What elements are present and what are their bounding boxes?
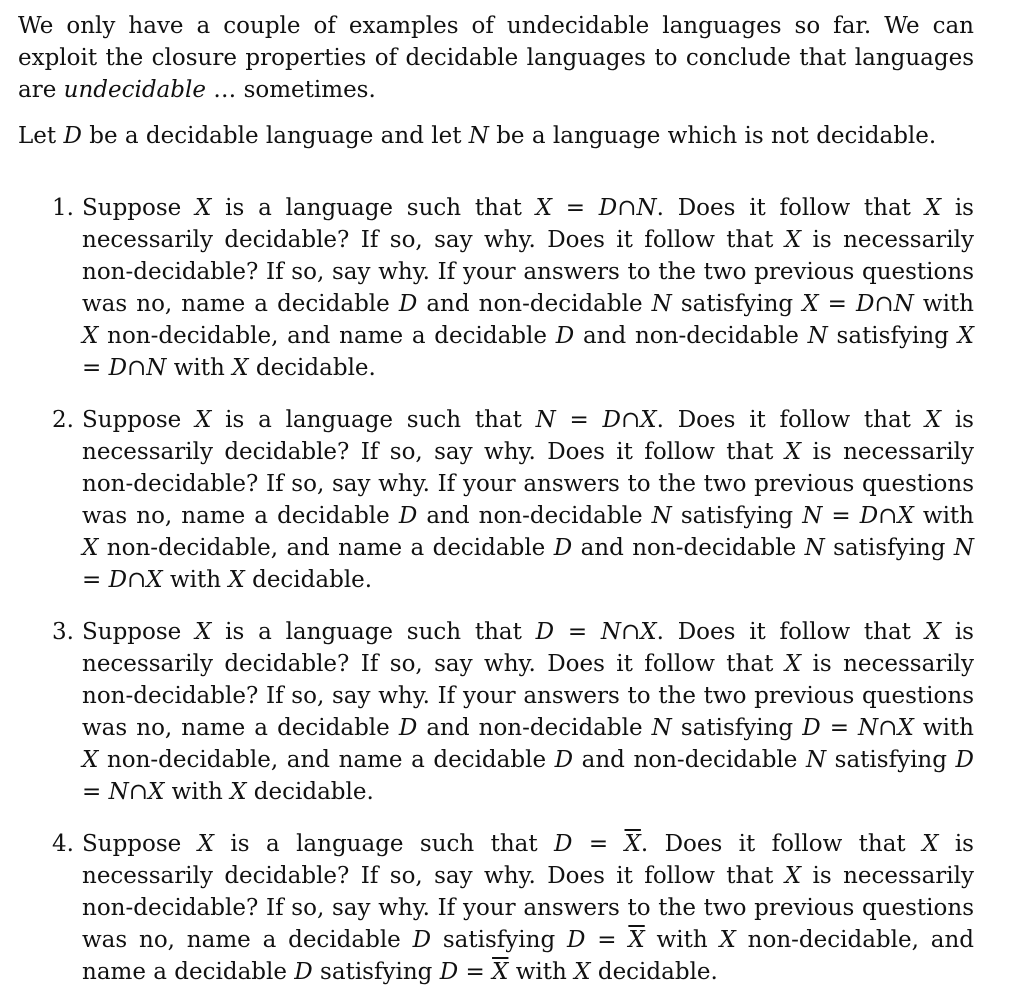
exercise-list	[18, 192, 974, 988]
equation-left: D =	[554, 831, 625, 857]
var-n: N	[468, 123, 489, 149]
var-n: N	[651, 715, 672, 741]
item-text: with	[644, 927, 720, 953]
equation: N = D∩X	[82, 535, 974, 593]
var-d: D	[553, 535, 573, 561]
var-x: X	[574, 959, 591, 985]
complement-x: $\overline{X}$	[628, 927, 645, 953]
var-x: X	[232, 355, 249, 381]
item-text: with	[913, 503, 974, 529]
var-x: X	[230, 779, 247, 805]
item-text: satisfying	[671, 291, 803, 317]
item-text: . Does it follow that	[640, 831, 923, 857]
item-text: decidable.	[590, 959, 718, 985]
item-text: satisfying	[312, 959, 440, 985]
var-x: X	[719, 927, 736, 953]
item-text: is necessarily decidable? If so, say why. Does it follow that	[82, 619, 974, 677]
var-x: X	[82, 323, 99, 349]
item-text: is necessarily decidable? If so, say why. Does it follow that	[82, 831, 974, 889]
var-x: X	[784, 439, 802, 465]
item-number: 4.	[52, 831, 74, 857]
var-x: X	[228, 567, 245, 593]
var-x: X	[195, 195, 212, 221]
item-text: Suppose	[82, 407, 196, 433]
item-text: with	[913, 715, 974, 741]
var-n: N	[805, 747, 827, 773]
item-text: decidable.	[244, 567, 373, 593]
equation: D = N∩X	[82, 747, 974, 805]
item-text: is necessarily decidable? If so, say why. Does it follow that	[82, 195, 974, 253]
var-d: D	[63, 123, 82, 149]
var-d: D	[398, 503, 418, 529]
item-text: non-decidable, and name a decidable	[98, 747, 555, 773]
item-text: with	[164, 779, 231, 805]
var-x: X	[784, 651, 802, 677]
var-x: X	[195, 407, 212, 433]
var-d: D	[554, 747, 574, 773]
complement-x: $\overline{X}$	[492, 959, 509, 985]
var-d: D	[398, 291, 418, 317]
item-text: satisfying	[824, 535, 954, 561]
equation: X = D∩N	[535, 195, 657, 221]
definitions-paragraph	[18, 120, 974, 152]
item-text: is necessarily decidable? If so, say why. Does it follow that	[82, 407, 974, 465]
item-text: decidable.	[246, 779, 374, 805]
item-text: is necessarily non-decidable? If so, say why. If your answers to the two previous questions was no, name a decidable	[82, 651, 975, 741]
item-text: is a language such that	[211, 195, 536, 221]
item-text: non-decidable, and name a decidable	[98, 535, 554, 561]
item-text: is a language such that	[211, 407, 536, 433]
intro-text: We only have a couple of examples of undecidable languages so far. We can exploit the closure properties of decidable languages to conclude that languages are	[18, 13, 974, 103]
intro-emphasis: undecidable	[63, 77, 206, 103]
equation-left: D =	[439, 959, 493, 985]
item-text: non-decidable, and name a decidable	[82, 927, 974, 985]
intro-paragraph	[18, 10, 974, 106]
var-n: N	[651, 291, 672, 317]
item-text: is necessarily non-decidable? If so, say why. If your answers to the two previous questions was no, name a decidable	[82, 863, 975, 953]
item-text: Suppose	[82, 831, 198, 857]
item-number: 1.	[52, 195, 74, 221]
item-text: with	[913, 291, 974, 317]
item-text: and non-decidable	[572, 535, 805, 561]
var-x: X	[197, 831, 215, 857]
item-text: non-decidable, and name a decidable	[98, 323, 556, 349]
equation: N = D∩X	[535, 407, 657, 433]
item-text: is necessarily non-decidable? If so, say why. If your answers to the two previous questions was no, name a decidable	[82, 227, 975, 317]
item-text: . Does it follow that	[656, 619, 925, 645]
item-text: . Does it follow that	[656, 407, 925, 433]
equation: D = N∩X	[535, 619, 657, 645]
equation: X = D∩N	[802, 291, 914, 317]
item-number: 2.	[52, 407, 74, 433]
equation: X = D∩N	[82, 323, 974, 381]
item-text: satisfying	[826, 747, 956, 773]
lead-text: be a decidable language and let	[81, 123, 469, 149]
item-text: satisfying	[431, 927, 568, 953]
item-text: with	[162, 567, 229, 593]
item-text: . Does it follow that	[656, 195, 925, 221]
item-text: satisfying	[671, 715, 803, 741]
item-text: is necessarily non-decidable? If so, say why. If your answers to the two previous questions was no, name a decidable	[82, 439, 975, 529]
item-text: with	[166, 355, 233, 381]
exercise-item-4	[18, 828, 974, 988]
var-d: D	[555, 323, 575, 349]
intro-text-end: … sometimes.	[205, 77, 376, 103]
var-d: D	[398, 715, 418, 741]
var-x: X	[924, 619, 942, 645]
var-d: D	[412, 927, 432, 953]
item-text: and non-decidable	[417, 715, 652, 741]
var-d: D	[294, 959, 313, 985]
item-text: and non-decidable	[417, 291, 652, 317]
item-text: decidable.	[248, 355, 376, 381]
var-x: X	[924, 195, 942, 221]
item-text: and non-decidable	[574, 323, 808, 349]
item-number: 3.	[52, 619, 74, 645]
var-x: X	[924, 407, 942, 433]
item-text: is a language such that	[211, 619, 536, 645]
exercise-item-3	[18, 616, 974, 808]
equation: D = N∩X	[802, 715, 914, 741]
equation: N = D∩X	[802, 503, 914, 529]
var-x: X	[784, 227, 802, 253]
exercise-item-1	[18, 192, 974, 384]
item-text: satisfying	[671, 503, 803, 529]
exercise-item-2	[18, 404, 974, 596]
var-n: N	[651, 503, 672, 529]
complement-x: $\overline{X}$	[624, 831, 641, 857]
var-x: X	[82, 747, 99, 773]
item-text: and non-decidable	[573, 747, 806, 773]
item-text: Suppose	[82, 619, 196, 645]
var-n: N	[804, 535, 825, 561]
var-x: X	[784, 863, 802, 889]
var-x: X	[922, 831, 939, 857]
item-text: with	[508, 959, 575, 985]
item-text: Suppose	[82, 195, 196, 221]
item-text: and non-decidable	[417, 503, 652, 529]
item-text: satisfying	[827, 323, 958, 349]
var-n: N	[807, 323, 828, 349]
var-x: X	[195, 619, 212, 645]
lead-text: Let	[18, 123, 64, 149]
lead-text: be a language which is not decidable.	[488, 123, 937, 149]
item-text: is a language such that	[214, 831, 555, 857]
var-x: X	[82, 535, 99, 561]
equation-left: D =	[567, 927, 629, 953]
